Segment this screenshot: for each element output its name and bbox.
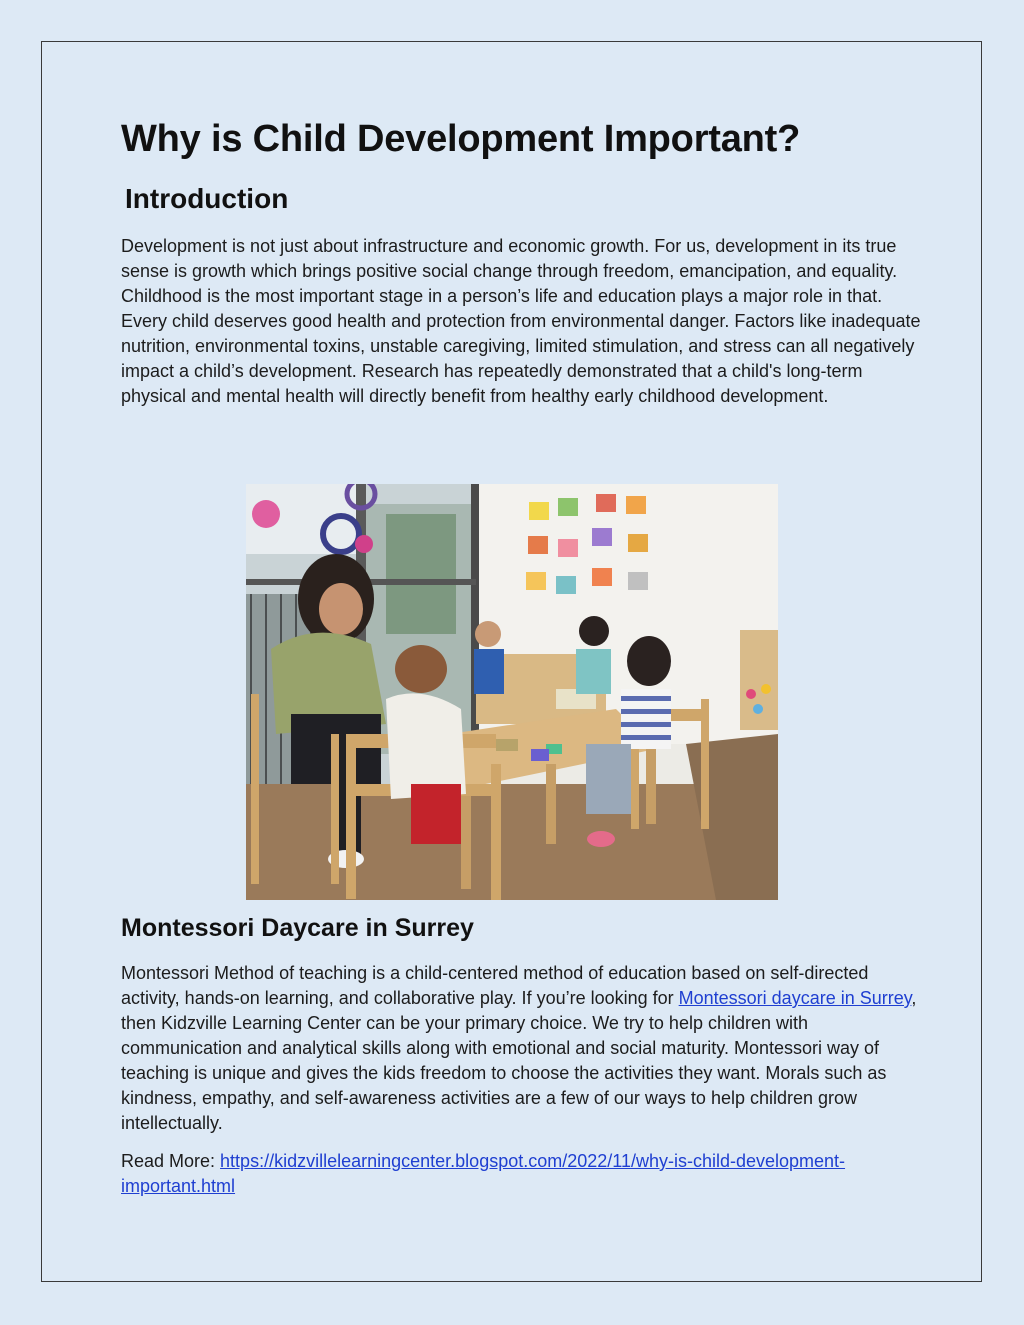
- classroom-illustration: [246, 484, 778, 900]
- introduction-paragraph: Development is not just about infrastructure and economic growth. For us, development in its true sense is growth which brings positive social change through freedom, emancipation, and equality. Childhood is the most important stage in a person’s life and education plays a major role in that. Every child deserves good health and protection from environmental danger. Factors like inadequate nutrition, environmental toxins, unstable caregiving, limited stimulation, and stress can all negatively impact a child’s development. Research has repeatedly demonstrated that a child's long-term physical and mental health will directly benefit from healthy early childhood development.: [121, 236, 921, 406]
- montessori-heading: Montessori Daycare in Surrey: [121, 914, 474, 942]
- introduction-heading: Introduction: [125, 183, 289, 214]
- read-more-label: Read More:: [121, 1151, 221, 1171]
- montessori-daycare-link[interactable]: Montessori daycare in Surrey: [678, 988, 912, 1008]
- montessori-text-before-link: Montessori Method of teaching is a child-centered method of education based on self-directed activity, hands-on learning, and collaborative play. If you’re looking for: [121, 963, 869, 1008]
- page-title: Why is Child Development Important?: [121, 118, 801, 160]
- montessori-text-after-link: , then Kidzville Learning Center can be your primary choice. We try to help children with communication and analytical skills along with emotional and social maturity. Montessori way of teaching is unique and gives the kids freedom to choose the activities they want. Morals such as kindness, empathy, and self-awareness activities are a few of our ways to help children grow intellectually.: [121, 988, 917, 1133]
- classroom-photo: [246, 484, 778, 900]
- montessori-paragraph: [121, 961, 921, 1136]
- read-more-link[interactable]: https://kidzvillelearningcenter.blogspot.com/2022/11/why-is-child-development-important.html: [121, 1151, 846, 1196]
- read-more-line: [121, 1149, 921, 1199]
